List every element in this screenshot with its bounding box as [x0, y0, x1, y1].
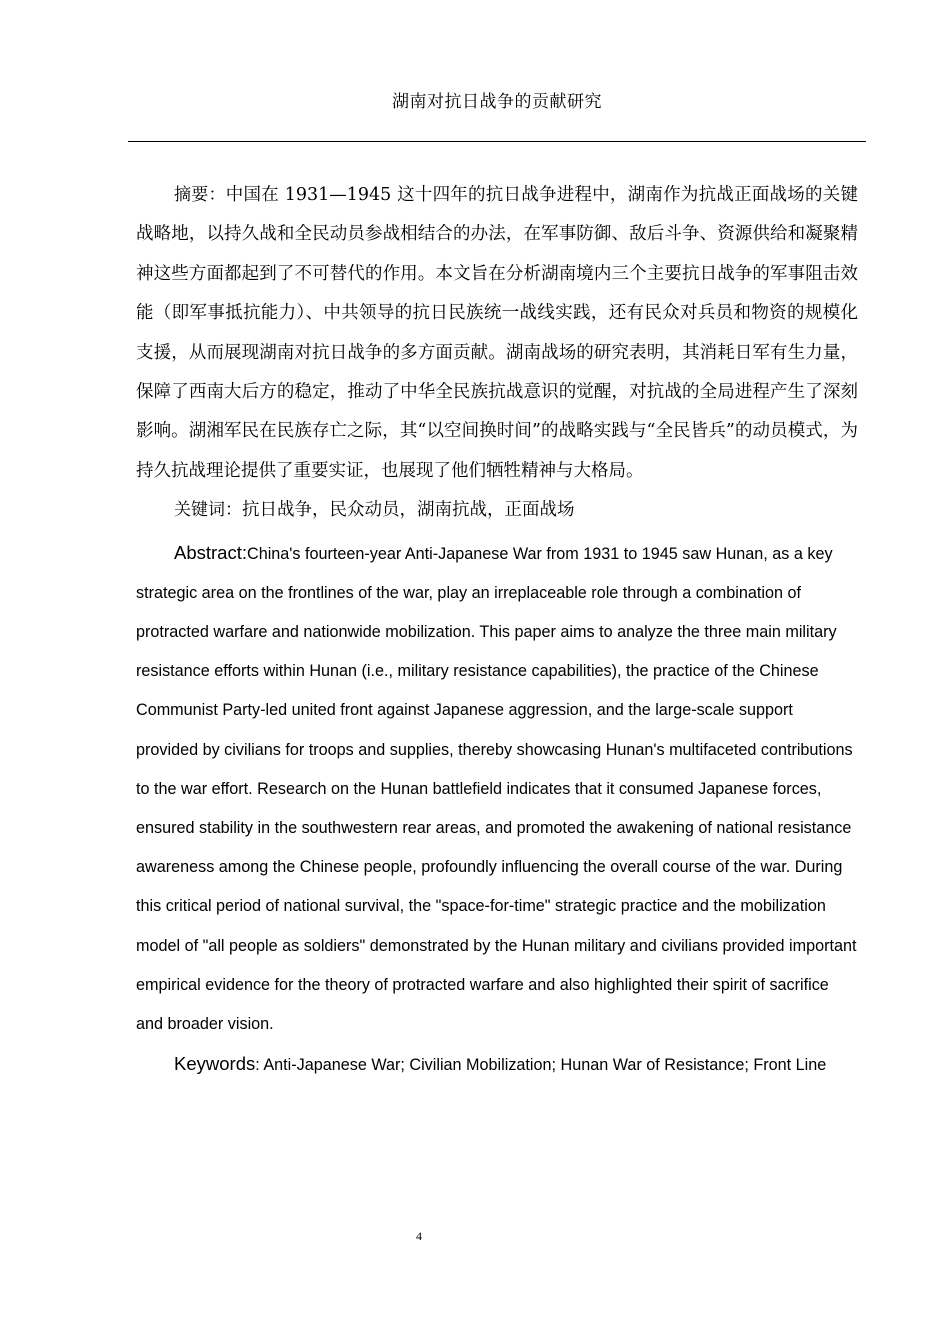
- abstract-en-label: Abstract:: [174, 541, 247, 563]
- abstract-en-paragraph: [136, 533, 858, 1045]
- keywords-en-label: Keywords: [174, 1053, 256, 1075]
- abstract-cn-paragraph: [136, 176, 858, 491]
- abstract-en-text: China's fourteen-year Anti-Japanese War from 1931 to 1945 saw Hunan, as a key strategic area on the frontlines of the war, play an irreplaceable role through a combination of protracted warfare and nationwide mobilization. This paper aims to analyze the three main military resistance efforts within Hunan (i.e., military resistance capabilities), the practice of the Chinese Communist Party-led united front against Japanese aggression, and the large-scale support provided by civilians for troops and supplies, thereby showcasing Hunan's multifaceted contributions to the war effort. Research on the Hunan battlefield indicates that it consumed Japanese forces, ensured stability in the southwestern rear areas, and promoted the awakening of national resistance awareness among the Chinese people, profoundly influencing the overall course of the war. During this critical period of national survival, the "space-for-time" strategic practice and the mobilization model of "all people as soldiers" demonstrated by the Hunan military and civilians provided important empirical evidence for the theory of protracted warfare and also highlighted their spirit of sacrifice and broader vision.: [136, 544, 857, 1034]
- keywords-cn-paragraph: [136, 491, 858, 530]
- keywords-cn-label: 关键词：: [174, 500, 242, 521]
- running-header: 湖南对抗日战争的贡献研究: [392, 92, 602, 112]
- english-section: [136, 533, 858, 1086]
- header-rule: [128, 141, 866, 142]
- page-number: 4: [416, 1229, 422, 1243]
- keywords-cn-text: 抗日战争，民众动员，湖南抗战，正面战场: [242, 500, 575, 521]
- document-body: [136, 176, 858, 1086]
- abstract-cn-text: 中国在 1931—1945 这十四年的抗日战争进程中，湖南作为抗战正面战场的关键战略地，以持久战和全民动员参战相结合的办法，在军事防御、敌后斗争、资源供给和凝聚精神这些方面都起到了不可替代的作用。本文旨在分析湖南境内三个主要抗日战争的军事阻击效能（即军事抵抗能力）、中共领导的抗日民族统一战线实践，还有民众对兵员和物资的规模化支援，从而展现湖南对抗日战争的多方面贡献。湖南战场的研究表明，其消耗日军有生力量，保障了西南大后方的稳定，推动了中华全民族抗战意识的觉醒，对抗战的全局进程产生了深刻影响。湖湘军民在民族存亡之际，其“以空间换时间”的战略实践与“全民皆兵”的动员模式，为持久抗战理论提供了重要实证，也展现了他们牺牲精神与大格局。: [136, 185, 859, 481]
- abstract-cn-label: 摘要：: [174, 185, 226, 205]
- keywords-en-paragraph: [136, 1044, 858, 1085]
- keywords-en-text: : Anti-Japanese War; Civilian Mobilization; Hunan War of Resistance; Front Line: [255, 1056, 827, 1075]
